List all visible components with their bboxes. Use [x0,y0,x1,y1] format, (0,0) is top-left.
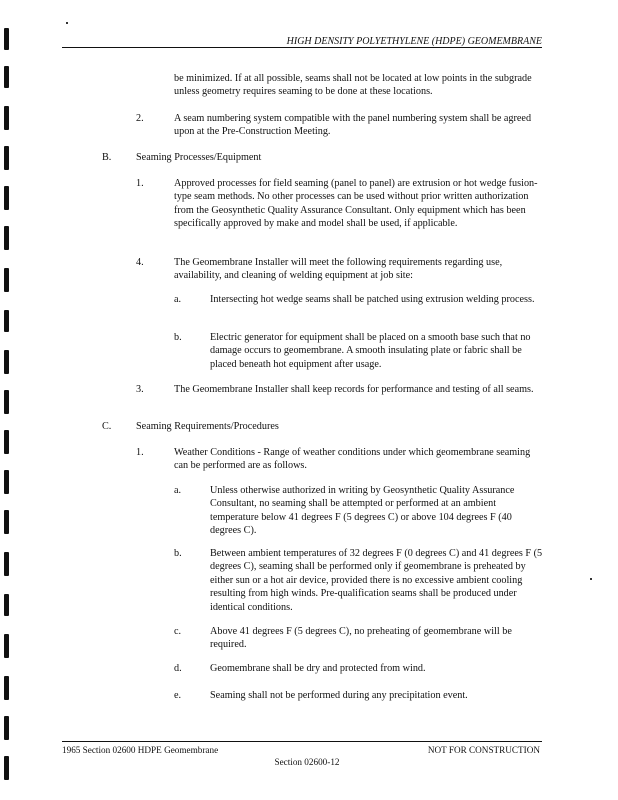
subitem-text: Above 41 degrees F (5 degrees C), no preheating of geomembrane will be required. [210,626,512,651]
footer-left: 1965 Section 02600 HDPE Geomembrane [62,745,219,755]
footer-page-number: Section 02600-12 [274,757,340,767]
subitem-text: Electric generator for equipment shall be placed on a smooth base such that no damage occurs to geomembrane. A smooth insulating plate or fabric shall be placed beneath hot equipment after usage. [210,332,531,370]
section-label: B. [102,152,112,163]
item-label: 2. [136,113,144,124]
subitem-label: a. [174,294,182,305]
footer-rule [62,741,542,742]
subitem-label: a. [174,485,182,496]
subitem-text: Unless otherwise authorized in writing by Geosynthetic Quality Assurance Consultant, no seaming shall be attempted or performed at an ambient temperature below 41 degrees F (5 degrees C) or above 104 degrees F (40 degrees C). [210,485,515,537]
item-text: Weather Conditions - Range of weather conditions under which geomembrane seaming can be performed are as follows. [174,447,531,472]
header-rule [62,47,542,48]
item-label: 1. [136,447,144,458]
item-label: 4. [136,257,144,268]
subitem-label: d. [174,663,182,674]
subitem-text: Intersecting hot wedge seams shall be patched using extrusion welding process. [210,294,535,305]
item-text: The Geomembrane Installer shall keep records for performance and testing of all seams. [174,384,534,395]
subitem-label: e. [174,690,182,701]
item-text: A seam numbering system compatible with the panel numbering system shall be agreed upon at the Pre-Construction Meeting. [174,113,532,138]
continuation-paragraph: be minimized. If at all possible, seams shall not be located at low points in the subgrade unless geometry requires seaming to be done at these locations. [174,73,532,98]
subitem-label: c. [174,626,182,637]
item-text: Approved processes for field seaming (panel to panel) are extrusion or hot wedge fusion-type seam methods. No other processes can be used without prior written authorization from the Geosynthetic Quality Assurance Consultant. Only equipment which has been specifically approved by make and model shall be used, if applicable. [174,178,538,230]
section-label: C. [102,421,112,432]
section-heading: Seaming Processes/Equipment [136,152,262,163]
subitem-text: Seaming shall not be performed during any precipitation event. [210,690,468,701]
subitem-text: Between ambient temperatures of 32 degrees F (0 degrees C) and 41 degrees F (5 degrees C), seaming shall be performed only if geomembrane is preheated by either sun or a hot air device, provided there is no excessive ambient cooling resulting from high winds. Pre-qualification seams shall be produced under identical conditions. [210,548,543,613]
subitem-label: b. [174,548,182,559]
scan-speck [66,22,68,24]
scan-speck [590,578,592,580]
page-header-title: HIGH DENSITY POLYETHYLENE (HDPE) GEOMEMBRANE [286,36,542,47]
section-heading: Seaming Requirements/Procedures [136,421,279,432]
item-text: The Geomembrane Installer will meet the following requirements regarding use, availability, and cleaning of welding equipment at job site: [174,257,503,282]
item-label: 3. [136,384,144,395]
item-label: 1. [136,178,144,189]
subitem-text: Geomembrane shall be dry and protected from wind. [210,663,426,674]
footer-right: NOT FOR CONSTRUCTION [427,745,540,755]
subitem-label: b. [174,332,182,343]
